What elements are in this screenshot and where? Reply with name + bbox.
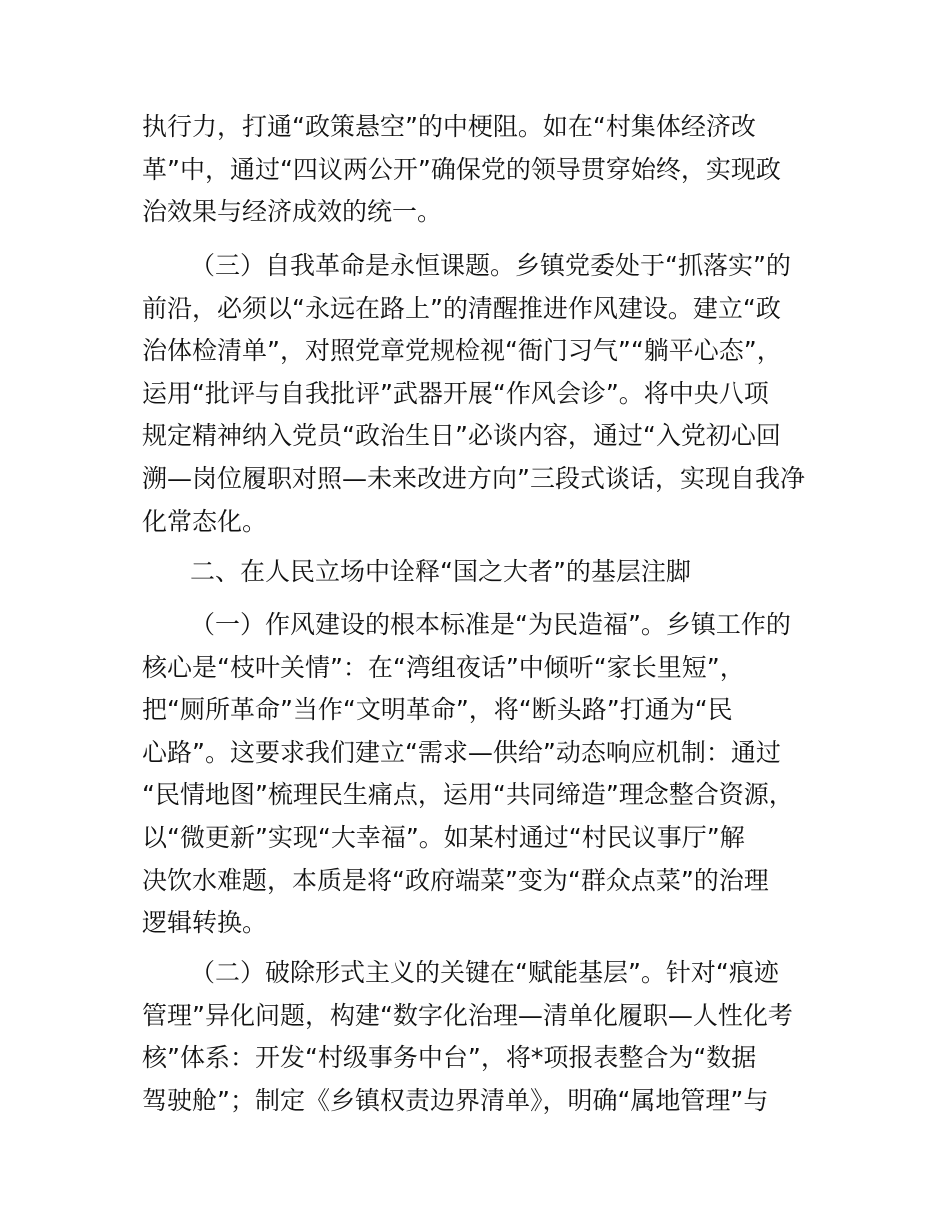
text-line: “民情地图”梳理民生痛点，运用“共同缔造”理念整合资源， [142, 780, 794, 810]
text-line: 核”体系：开发“村级事务中台”，将*项报表整合为“数据 [142, 1043, 757, 1073]
text-line: 革”中，通过“四议两公开”确保党的领导贯穿始终，实现政 [142, 154, 781, 184]
text-line: 逻辑转换。 [142, 908, 268, 938]
text-line: （一）作风建设的根本标准是“为民造福”。乡镇工作的 [190, 610, 791, 639]
text-line: 治体检清单”，对照党章党规检视“衙门习气”“躺平心态”， [142, 336, 782, 366]
paragraph-3 [142, 604, 822, 945]
text-line: 以“微更新”实现“大幸福”。如某村通过“村民议事厅”解 [142, 822, 745, 852]
text-line: （三）自我革命是永恒课题。乡镇党委处于“抓落实”的 [190, 251, 791, 280]
text-line: 核心是“枝叶关情”：在“湾组夜话”中倾听“家长里短”， [142, 652, 745, 682]
text-line: 前沿，必须以“永远在路上”的清醒推进作风建设。建立“政 [142, 293, 781, 323]
text-line: 溯—岗位履职对照—未来改进方向”三段式谈话，实现自我净 [142, 463, 805, 493]
text-line: 把“厕所革命”当作“文明革命”，将“断头路”打通为“民 [142, 695, 733, 725]
text-line: 心路”。这要求我们建立“需求—供给”动态响应机制：通过 [142, 737, 781, 767]
text-line: 管理”异化问题，构建“数字化治理—清单化履职—人性化考 [142, 1000, 793, 1030]
text-line: 执行力，打通“政策悬空”的中梗阻。如在“村集体经济改 [142, 112, 756, 141]
text-line: 运用“批评与自我批评”武器开展“作风会诊”。将中央八项 [142, 378, 769, 408]
section-heading [142, 551, 822, 594]
paragraph-4 [142, 952, 822, 1122]
text-line: 驾驶舱”；制定《乡镇权责边界清单》，明确“属地管理”与 [142, 1085, 769, 1115]
text-line: 规定精神纳入党员“政治生日”必谈内容，通过“入党初心回 [142, 421, 781, 451]
text-line: 化常态化。 [142, 506, 268, 536]
paragraph-1 [142, 106, 822, 234]
section-title: 二、在人民立场中诠释“国之大者”的基层注脚 [190, 557, 691, 586]
text-line: 治效果与经济成效的统一。 [142, 197, 443, 227]
text-line: （二）破除形式主义的关键在“赋能基层”。针对“痕迹 [190, 958, 779, 987]
paragraph-2 [142, 245, 822, 543]
text-line: 决饮水难题，本质是将“政府端菜”变为“群众点菜”的治理 [142, 865, 769, 895]
